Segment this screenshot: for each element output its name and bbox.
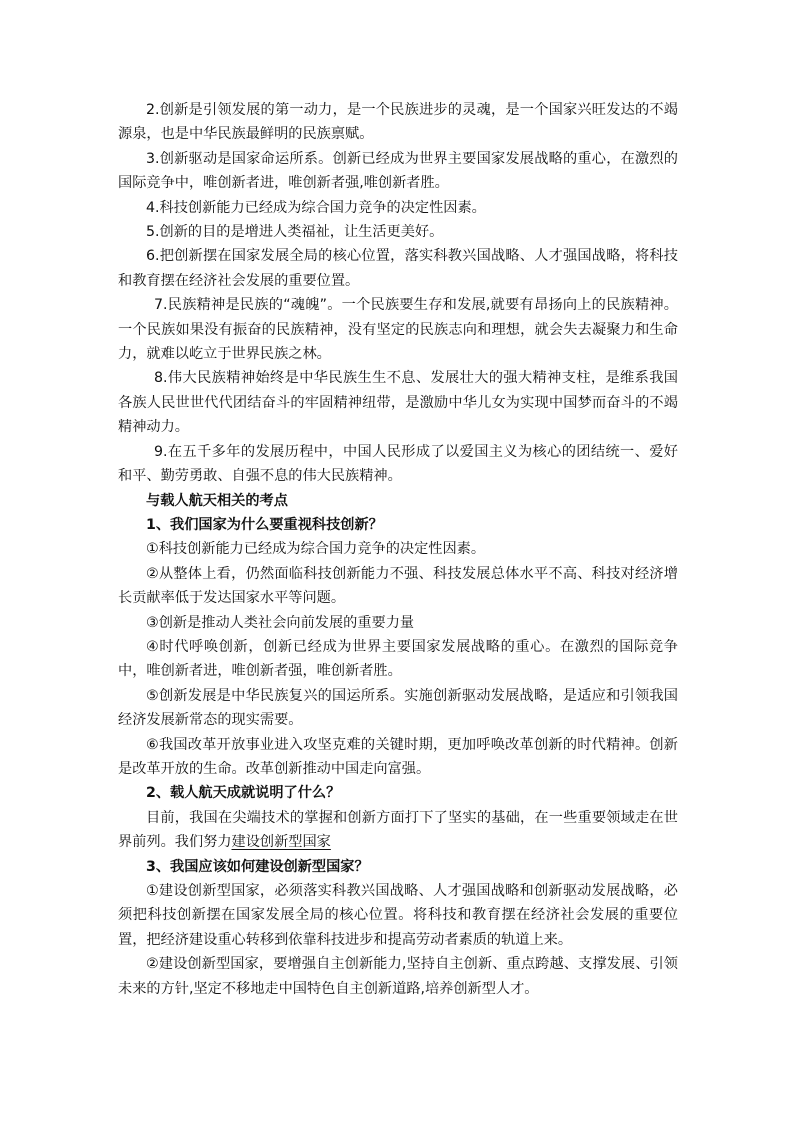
question-1-item-2: ②从整体上看，仍然面临科技创新能力不强、科技发展总体水平不高、科技对经济增长贡献率低于发达国家水平等问题。 — [118, 565, 678, 607]
paragraph-point-6: 6.把创新摆在国家发展全局的核心位置，落实科教兴国战略、人才强国战略，将科技和教育摆在经济社会发展的重要位置。 — [118, 248, 678, 289]
question-1-item-3: ③创新是推动人类社会向前发展的重要力量 — [146, 614, 415, 631]
question-1-item-6: ⑥我国改革开放事业进入攻坚克难的关键时期，更加呼唤改革创新的时代精神。创新是改革开放的生命。改革创新推动中国走向富强。 — [118, 736, 678, 777]
question-2-heading: 2、载人航天成就说明了什么？ — [146, 785, 341, 802]
question-2-underlined-text: 建设创新型国家 — [231, 834, 331, 851]
section-heading: 与载人航天相关的考点 — [146, 492, 288, 509]
question-3-item-1: ①建设创新型国家，必须落实科教兴国战略、人才强国战略和创新驱动发展战略，必须把科技创新摆在国家发展全局的核心位置。将科技和教育摆在经济社会发展的重要位置，把经济建设重心转移到依靠科技进步和提高劳动者素质的轨道上来。 — [118, 883, 678, 948]
paragraph-point-8: 8.伟大民族精神始终是中华民族生生不息、发展壮大的强大精神支柱，是维系我国各族人民世世代代团结奋斗的牢固精神纽带，是激励中华儿女为实现中国梦而奋斗的不竭精神动力。 — [118, 370, 678, 436]
question-3-heading: 3、我国应该如何建设创新型国家？ — [146, 858, 369, 875]
question-3-item-2: ②建设创新型国家，要增强自主创新能力,坚持自主创新、重点跨越、支撑发展、引领未来的方针,坚定不移地走中国特色自主创新道路,培养创新型人才。 — [118, 956, 678, 997]
question-2-answer-text: 目前，我国在尖端技术的掌握和创新方面打下了坚实的基础，在一些重要领域走在世界前列。我们努力 — [118, 809, 678, 851]
paragraph-point-4: 4.科技创新能力已经成为综合国力竞争的决定性因素。 — [146, 199, 486, 216]
paragraph-point-2: 2.创新是引领发展的第一动力，是一个民族进步的灵魂，是一个国家兴旺发达的不竭源泉，也是中华民族最鲜明的民族禀赋。 — [118, 102, 678, 143]
question-2-answer — [118, 806, 678, 855]
document-body — [118, 98, 678, 1001]
paragraph-point-9: 9.在五千多年的发展历程中，中国人民形成了以爱国主义为核心的团结统一、爱好和平、勤劳勇敢、自强不息的伟大民族精神。 — [118, 443, 678, 485]
question-1-heading: 1、我们国家为什么要重视科技创新？ — [146, 516, 383, 533]
paragraph-point-3: 3.创新驱动是国家命运所系。创新已经成为世界主要国家发展战略的重心，在激烈的国际竞争中，唯创新者进，唯创新者强,唯创新者胜。 — [118, 150, 678, 192]
question-1-item-4: ④时代呼唤创新，创新已经成为世界主要国家发展战略的重心。在激烈的国际竞争中，唯创新者进，唯创新者强，唯创新者胜。 — [118, 638, 678, 680]
paragraph-point-5: 5.创新的目的是增进人类福祉，让生活更美好。 — [146, 224, 444, 241]
paragraph-point-7: 7.民族精神是民族的“魂魄”。一个民族要生存和发展,就要有昂扬向上的民族精神。一个民族如果没有振奋的民族精神，没有坚定的民族志向和理想，就会失去凝聚力和生命力，就难以屹立于世界民族之林。 — [118, 297, 678, 363]
question-1-item-5: ⑤创新发展是中华民族复兴的国运所系。实施创新驱动发展战略，是适应和引领我国经济发展新常态的现实需要。 — [118, 687, 678, 729]
question-1-item-1: ①科技创新能力已经成为综合国力竞争的决定性因素。 — [146, 541, 486, 558]
